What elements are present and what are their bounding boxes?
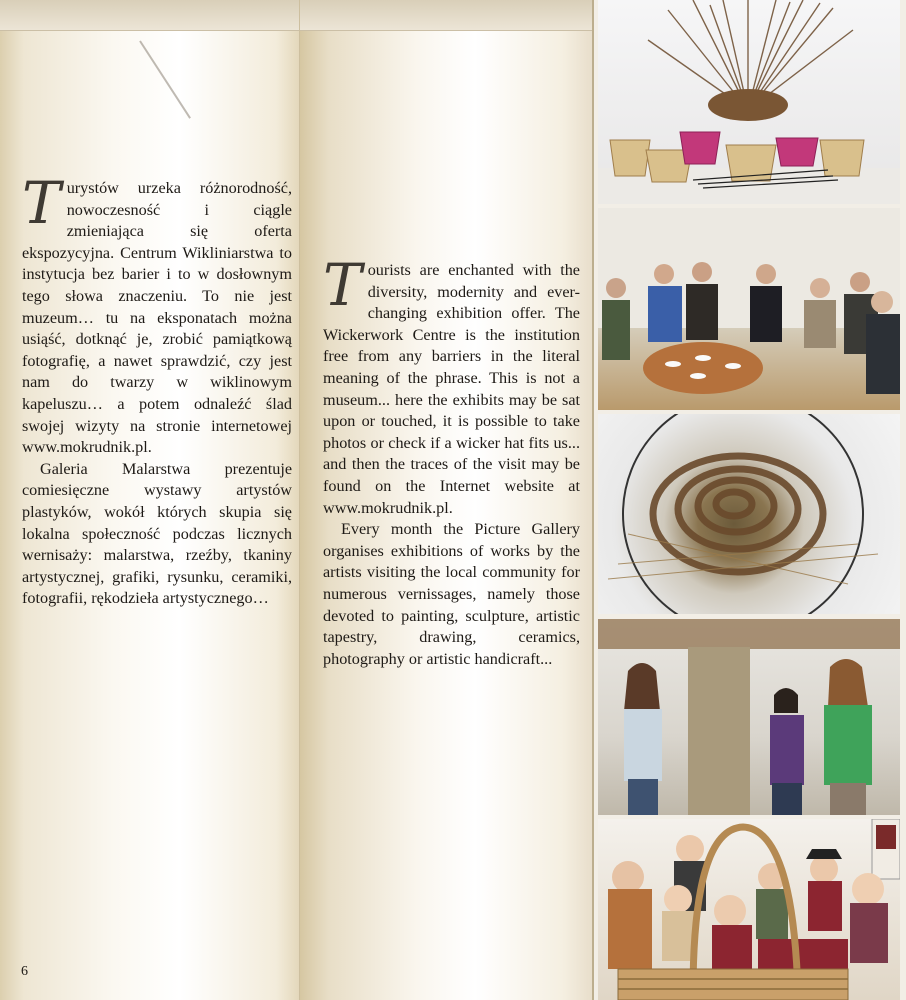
photo-wicker-spiral (598, 414, 900, 614)
english-second-paragraph: Every month the Picture Gallery organises exhibitions of works by the artists visiting the local community for numerous vernissages, namely those devoted to painting, sculpture, artistic tapestry, drawing, ceramics, photography or artistic handicraft... (323, 520, 580, 668)
polish-second-paragraph: Galeria Malarstwa prezentuje comiesięczne wystawy artystów plastyków, wokół których skupia się lokalna społeczność podczas licznych wernisaży: malarstwa, rzeźby, tkaniny artystycznej, grafiki, rysunku, ceramiki, fotografii, rękodzieła artystycznego… (22, 459, 292, 608)
wicker-baskets-illustration (598, 0, 900, 204)
photo-wicker-baskets (598, 0, 900, 204)
photo-dolls-basket (598, 819, 900, 1000)
paper-scratch (139, 40, 191, 118)
top-band (300, 0, 592, 31)
english-column (300, 0, 592, 1000)
english-first-paragraph: ourists are enchanted with the diversity, modernity and ever-changing exhibition offer. The Wickerwork Centre is the institution free from any barriers in the literal meaning of the phrase. This is not a museum... here the exhibits may be sat upon or touched, it is possible to take photos or check if a wicker hat fits us... and then the traces of the visit may be found on the Internet website at www.mokrudnik.pl. (323, 261, 580, 517)
top-band (0, 0, 300, 31)
dolls-illustration (598, 819, 900, 1000)
photo-strip (594, 0, 906, 1000)
polish-text-block (22, 169, 292, 610)
photo-meeting-table (598, 208, 900, 410)
page-number: 6 (21, 964, 28, 979)
wicker-spiral-illustration (598, 414, 900, 614)
polish-dropcap: T (22, 169, 61, 237)
polish-first-paragraph: urystów urzeka różnorodność, nowoczesność i ciągle zmieniająca się oferta ekspozycyjna. Centrum Wikliniarstwa to instytucja bez barier i to w dosłownym tego słowa znaczeniu. To nie jest muzeum… tu na eksponatach można usiąść, dotknąć je, zrobić pamiątkową fotografię, a nawet sprawdzić, czy jest nam do twarzy w wiklinowym kapeluszu… a potem odnaleźć ślad swojej wizyty na stronie internetowej www.mokrudnik.pl. (22, 179, 292, 457)
english-dropcap: T (323, 251, 362, 319)
polish-column (0, 0, 300, 1000)
english-text-block (323, 251, 580, 670)
meeting-illustration (598, 208, 900, 410)
photo-visitors (598, 619, 900, 815)
visitors-illustration (598, 619, 900, 815)
